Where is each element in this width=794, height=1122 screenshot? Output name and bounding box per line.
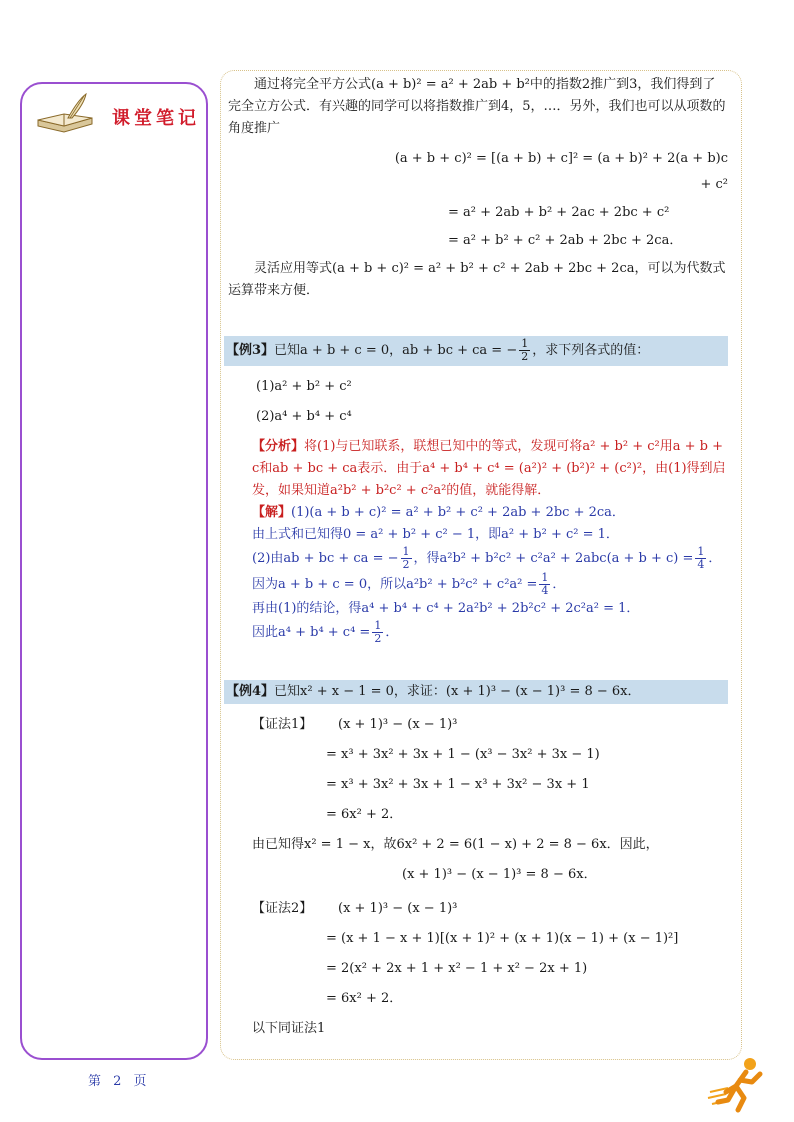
book-quill-icon — [34, 92, 96, 134]
solution-line-1: 【解】(1)(a + b + c)² = a² + b² + c² + 2ab + 2bc + 2ca． — [252, 505, 625, 520]
proof-1-tag: 【证法1】 — [252, 717, 313, 732]
solution-line-5: 再由(1)的结论，得a⁴ + b⁴ + c⁴ + 2a²b² + 2b²c² + 2c²a² = 1． — [252, 601, 640, 616]
intro-equation-2: = a² + 2ab + b² + 2ac + 2bc + c² — [448, 205, 670, 220]
example-3-header — [224, 336, 728, 366]
solution-tag: 【解】 — [252, 505, 292, 520]
example-3-analysis — [228, 436, 728, 502]
proof-2-line-2: = 2(x² + 2x + 1 + x² − 1 + x² − 2x + 1) — [326, 961, 588, 976]
runner-icon — [706, 1052, 768, 1114]
example-3-question-2: (2)a⁴ + b⁴ + c⁴ — [256, 409, 352, 424]
example-3-stem-a: 已知a + b + c = 0，ab + bc + ca = − — [274, 343, 518, 358]
notes-sidebar — [20, 82, 208, 1060]
proof-1-line-2: = x³ + 3x² + 3x + 1 − x³ + 3x² − 3x + 1 — [326, 777, 590, 792]
example-3-fraction: $\frac{1}{2}$ — [521, 337, 529, 363]
proof-1-text: 由已知得x² = 1 − x，故6x² + 2 = 6(1 − x) + 2 = 8 − 6x．因此， — [252, 837, 659, 852]
proof-1 — [228, 710, 728, 890]
proof-1-line-0: 【证法1】 (x + 1)³ − (x − 1)³ — [252, 710, 728, 740]
analysis-text: 将(1)与已知联系，联想已知中的等式，发现可将a² + b² + c²用a + b + c和ab + bc + ca表示．由于a⁴ + b⁴ + c⁴ = (a²)² + (b²)² + (c²)²，由(1)得到启发，如果知道a²b² + b²c² + c²a²的值，就能得解． — [252, 439, 726, 498]
page-number: 第 2 页 — [88, 1074, 151, 1089]
proof-2-text: 以下同证法1 — [252, 1021, 326, 1036]
example-4-stem: 已知x² + x − 1 = 0，求证：(x + 1)³ − (x − 1)³ = 8 − 6x． — [274, 684, 641, 699]
example-3-solution — [228, 502, 728, 646]
solution-line-2: 由上式和已知得0 = a² + b² + c² − 1，即a² + b² + c² = 1． — [252, 527, 619, 542]
proof-1-line-3: = 6x² + 2． — [326, 807, 403, 822]
page-content — [228, 74, 728, 1044]
proof-2-tag: 【证法2】 — [252, 901, 313, 916]
intro-paragraph: 通过将完全平方公式(a + b)² = a² + 2ab + b²中的指数2推广到3，我们得到了完全立方公式．有兴趣的同学可以将指数推广到4，5，…．另外，我们也可以从项数的角度推广 — [228, 77, 726, 136]
proof-2 — [228, 894, 728, 1044]
intro-conclusion: 灵活应用等式(a + b + c)² = a² + b² + c² + 2ab + 2bc + 2ca，可以为代数式运算带来方便． — [228, 261, 726, 298]
proof-2-line-1: = (x + 1 − x + 1)[(x + 1)² + (x + 1)(x − 1) + (x − 1)²] — [326, 931, 679, 946]
solution-line-4: 因为a + b + c = 0，所以a²b² + b²c² + c²a² = $\frac{1}{4}$ ． — [252, 571, 566, 597]
example-3-stem-b: ，求下列各式的值： — [532, 343, 650, 358]
proof-1-line-1: = x³ + 3x² + 3x + 1 − (x³ − 3x² + 3x − 1) — [326, 747, 600, 762]
solution-line-3: (2)由ab + bc + ca = − $\frac{1}{2}$ ，得a²b² + b²c² + c²a² + 2abc(a + b + c) = $\frac{1}{4}$ ． — [252, 545, 722, 571]
sidebar-title: 课堂笔记 — [112, 108, 200, 129]
example-3-tag: 【例3】 — [226, 343, 275, 358]
sidebar-header — [34, 92, 204, 136]
proof-1-conclusion: (x + 1)³ − (x − 1)³ = 8 − 6x． — [402, 867, 597, 882]
example-4-header — [224, 680, 728, 704]
analysis-tag: 【分析】 — [252, 439, 305, 454]
solution-line-6: 因此a⁴ + b⁴ + c⁴ = $\frac{1}{2}$ ． — [252, 619, 399, 645]
example-4-tag: 【例4】 — [226, 684, 275, 699]
intro-equation-3: = a² + b² + c² + 2ab + 2bc + 2ca． — [448, 233, 683, 248]
example-3-question-1: (1)a² + b² + c² — [256, 379, 352, 394]
proof-2-line-0: 【证法2】 (x + 1)³ − (x − 1)³ — [252, 894, 728, 924]
intro-equation-1: (a + b + c)² = [(a + b) + c]² = (a + b)² + 2(a + b)c + c² — [394, 151, 728, 192]
proof-2-line-3: = 6x² + 2． — [326, 991, 403, 1006]
